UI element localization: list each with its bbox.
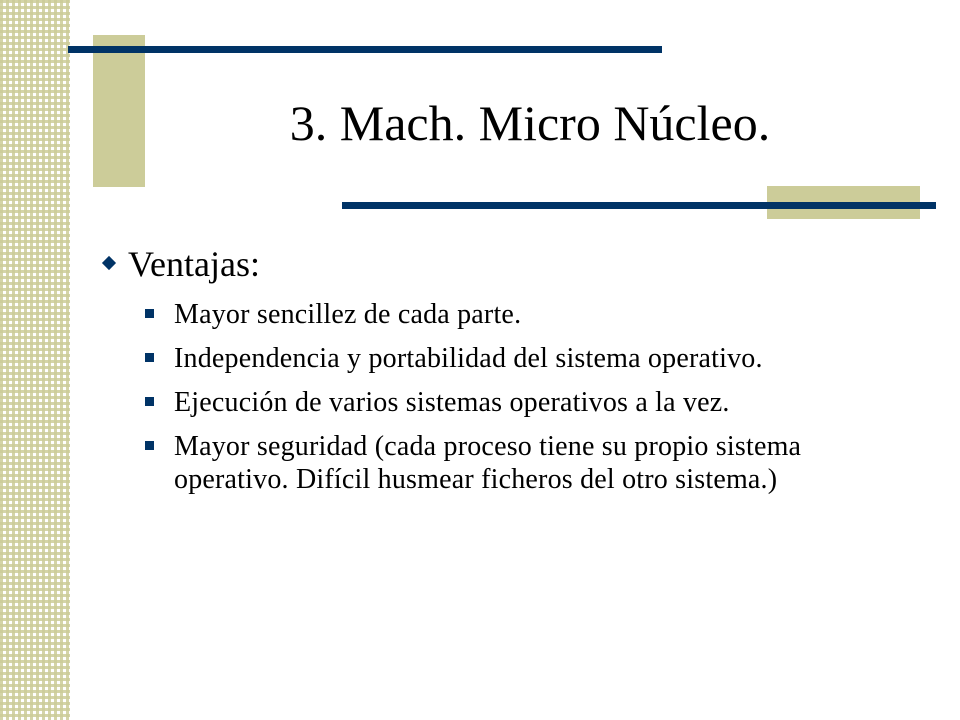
decorative-rule-bottom (342, 202, 936, 209)
ventajas-heading-label: Ventajas: (128, 244, 260, 284)
square-bullet-icon (145, 353, 154, 362)
list-item (145, 430, 915, 496)
list-item-text: Mayor seguridad (cada proceso tiene su propio sistema operativo. Difícil husmear ficheros del otro sistema.) (174, 431, 802, 495)
square-bullet-icon (145, 441, 154, 450)
square-bullet-icon (145, 397, 154, 406)
advantages-list (145, 298, 915, 507)
ventajas-heading (104, 238, 260, 290)
slide-title: 3. Mach. Micro Núcleo. (289, 95, 771, 151)
list-item-text: Independencia y portabilidad del sistema operativo. (174, 343, 763, 374)
decorative-rule-top (68, 46, 662, 53)
square-bullet-icon (145, 309, 154, 318)
list-item (145, 342, 915, 375)
list-item-text: Mayor sencillez de cada parte. (174, 299, 522, 330)
list-item (145, 298, 915, 331)
diamond-bullet-icon (102, 256, 116, 270)
decorative-left-strip (0, 0, 70, 720)
list-item-text: Ejecución de varios sistemas operativos a la vez. (174, 387, 730, 418)
list-item (145, 386, 915, 419)
